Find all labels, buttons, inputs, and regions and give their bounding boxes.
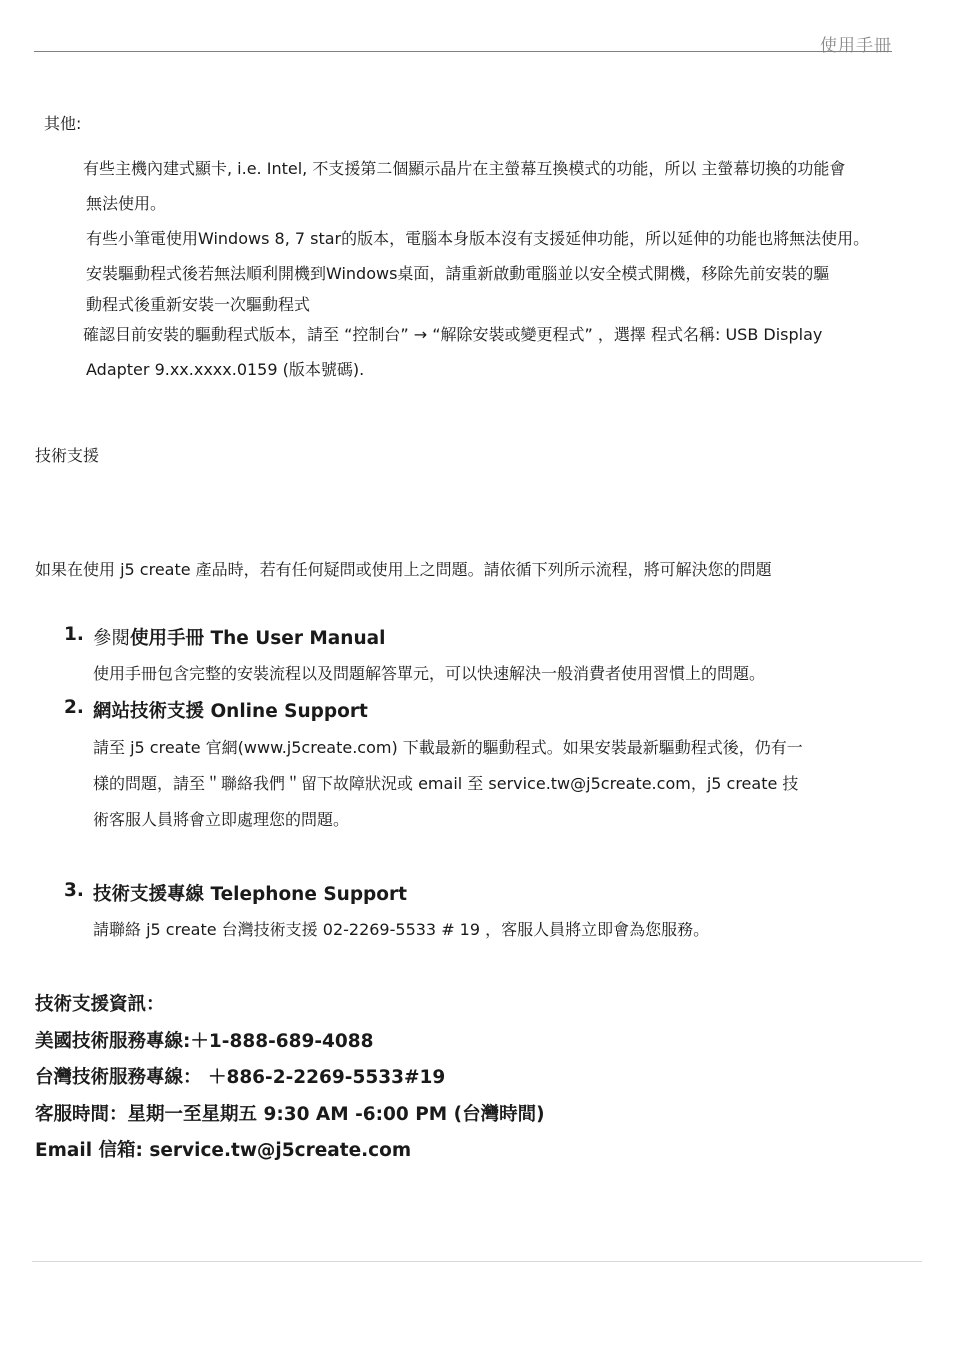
others-line-1: 有些主機內建式顯卡, i.e. Intel, 不支援第二個顯示晶片在主螢幕互換模式的功能，所以 主螢幕切換的功能會 (83, 159, 846, 178)
others-line-3: 有些小筆電使用Windows 8, 7 star的版本，電腦本身版本沒有支援延伸功能，所以延伸的功能也將無法使用。 (86, 229, 870, 248)
support-heading: 技術支援 (35, 446, 100, 465)
footer-divider (32, 1261, 922, 1262)
list-item-2-body-2: 樣的問題，請至＂聯絡我們＂留下故障狀況或 email 至 service.tw@j5create.com，j5 create 技 (93, 774, 799, 793)
header-title: 使用手冊 (820, 36, 892, 56)
list-item-3-body: 請聯絡 j5 create 台灣技術支援 02-2269-5533 # 19 ，客服人員將立即會為您服務。 (93, 920, 710, 939)
list-item-2-body-1: 請至 j5 create 官網(www.j5create.com) 下載最新的驅動程式。如果安裝最新驅動程式後，仍有一 (93, 738, 803, 757)
contact-heading: 技術支援資訊： (35, 994, 165, 1015)
others-line-6: 確認目前安裝的驅動程式版本，請至 “控制台” → “解除安裝或變更程式” ，選擇 程式名稱: USB Display (83, 325, 823, 344)
others-heading: 其他: (44, 114, 82, 133)
list-item-1-title (93, 624, 385, 650)
others-line-7: Adapter 9.xx.xxxx.0159 (版本號碼). (86, 360, 365, 379)
list-number-3: 3. (64, 880, 84, 901)
list-item-1-body: 使用手冊包含完整的安裝流程以及問題解答單元，可以快速解決一般消費者使用習慣上的問題。 (93, 664, 766, 683)
list-item-3-title: 技術支援專線 Telephone Support (93, 884, 407, 905)
contact-tw-phone: 台灣技術服務專線： ＋886-2-2269-5533#19 (35, 1067, 446, 1088)
list-item-1-title-main: 使用手冊 The User Manual (130, 628, 386, 649)
list-item-2-body-3: 術客服人員將會立即處理您的問題。 (93, 810, 350, 829)
contact-hours: 客服時間：星期一至星期五 9:30 AM -6:00 PM (台灣時間) (35, 1104, 545, 1125)
header-divider (34, 51, 892, 52)
contact-us-phone: 美國技術服務專線:＋1-888-689-4088 (35, 1031, 374, 1052)
others-line-2: 無法使用。 (86, 194, 167, 213)
others-line-5: 動程式後重新安裝一次驅動程式 (86, 295, 311, 314)
others-line-4: 安裝驅動程式後若無法順利開機到Windows桌面，請重新啟動電腦並以安全模式開機，移除先前安裝的驅 (86, 264, 830, 283)
list-item-1-title-prefix: 參閱 (93, 628, 131, 649)
list-number-2: 2. (64, 697, 84, 718)
list-number-1: 1. (64, 624, 84, 645)
support-intro: 如果在使用 j5 create 產品時，若有任何疑問或使用上之問題。請依循下列所示流程，將可解決您的問題 (35, 560, 772, 579)
list-item-2-title: 網站技術支援 Online Support (93, 701, 368, 722)
contact-email[interactable]: Email 信箱: service.tw@j5create.com (35, 1140, 412, 1161)
